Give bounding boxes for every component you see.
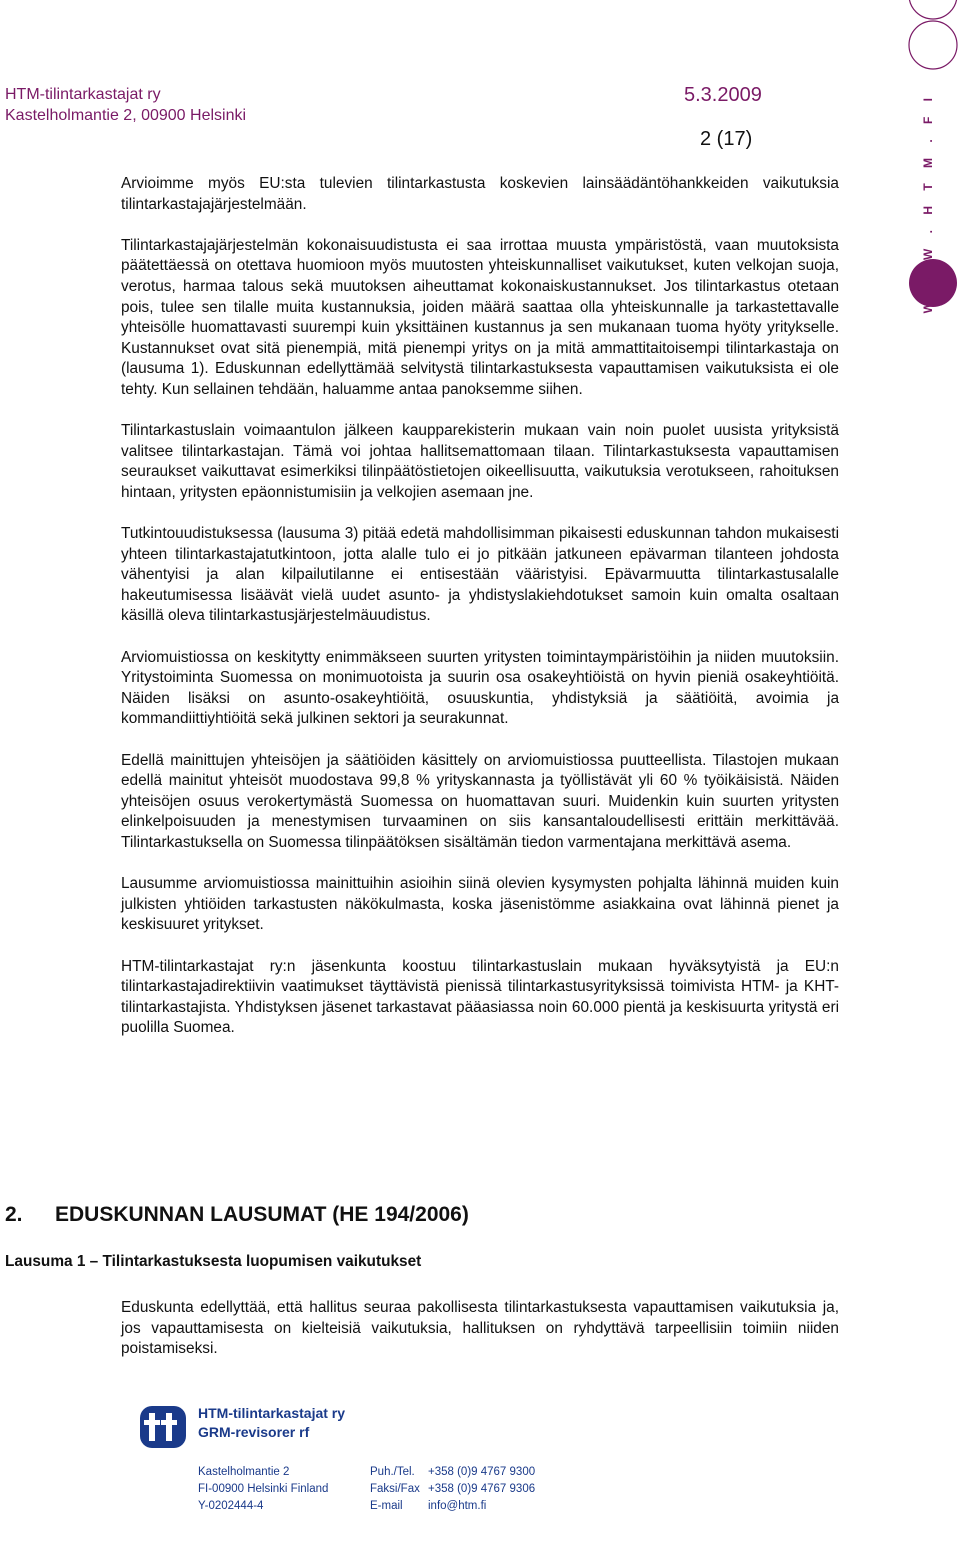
subsection-body (121, 1298, 839, 1380)
htm-logo-icon (140, 1406, 186, 1448)
paragraph: Edellä mainittujen yhteisöjen ja säätiöiden käsittely on arviomuistiossa puutteellista. Tilastojen mukaan edellä mainitut yhteisöt muodostava 99,8 % yrityskannasta ja työllistävät yli 60 % työikäisistä. Näiden yhteisöjen osuus verokertymästä Suomessa on huomattavan suuri. Muidenkin kuin suurten yritysten elinkelpoisuuden ja menestymisen turvaaminen on siis kansantaloudellisesti erittäin merkittävää. Tilintarkastuksella on Suomessa tilinpäätöksen sisältämän tiedon varmentajana merkittävä asema. (121, 751, 839, 851)
subsection-paragraph: Eduskunta edellyttää, että hallitus seuraa pakollisesta tilintarkastuksesta vapauttamisen vaikutuksia ja, jos vapauttamisesta on kielteisiä vaikutuksia, hallituksen on ryhdyttävä tarpeellisiin toimiin niiden poistamiseksi. (121, 1299, 839, 1358)
footer-org-line2: GRM-revisorer rf (198, 1424, 310, 1440)
footer-address-line: FI-00900 Helsinki Finland (198, 1483, 329, 1495)
subsection-heading: Lausuma 1 – Tilintarkastuksesta luopumisen vaikutukset (5, 1253, 422, 1270)
footer (140, 1402, 560, 1522)
header-org-name: HTM-tilintarkastajat ry (5, 86, 161, 103)
paragraph: Lausumme arviomuistiossa mainittuihin asioihin siinä olevien kysymysten pohjalta lähinnä muiden kuin julkisten yhtiöiden tarkastusten näkökulmasta, koska jäsenistömme asiakkaina ovat lähinnä pienet ja keskisuuret yritykset. (121, 875, 839, 934)
email-label: E-mail (370, 1500, 403, 1512)
header-date: 5.3.2009 (684, 84, 762, 106)
fax-label: Faksi/Fax (370, 1483, 420, 1495)
footer-business-id: Y-0202444-4 (198, 1500, 264, 1512)
email-address: info@htm.fi (428, 1500, 487, 1512)
footer-org (198, 1404, 345, 1442)
paragraph: Tilintarkastajajärjestelmän kokonaisuudistusta ei saa irrottaa muusta ympäristöstä, vaan muutoksista päätettäessä on otettava huomioon myös muutosten yhteiskunnalliset vaikutukset, kuten velkojan suoja, verotus, harmaa talous sekä muutoksen aiheuttamat kokonaiskustannukset. Jos tilintarkastus otetaan pois, tulee sen tilalle muita kustannuksia, joiden määrä saattaa olla yhteiskunnalle ja tarkastettavalle yhteisölle huomattavasti suurempi kuin yksittäinen kustannus ja sen mukanaan tuoma hyöty yritykselle. Kustannukset ovat sitä pienempiä, mitä pienempi yritys on ja mitä ammattitaitoisempi tilintarkastaja on (lausuma 1). Eduskunnan edellyttämää selvitystä tilintarkastuksesta vapauttamisen vaikutuksista ei ole tehty. Kun sellainen tehdään, haluamme antaa panoksemme siihen. (121, 236, 839, 398)
paragraph: Tutkintouudistuksessa (lausuma 3) pitää edetä mahdollisimman pikaisesti eduskunnan tahdon mukaisesti yhteen tilintarkastajatutkintoon, jotta alalle tulo ei jo pitkään jatkuneen epävarman tilanteen johdosta vähentyisi ja alan kilpailutilanne ei entisestään vääristyisi. Epävarmuutta tilintarkastusalalle hakeutumisessa lisäävät vielä uudet asunto- ja yhdistyslakiehdotukset samoin kuin omalta osaltaan käsillä oleva tilintarkastusjärjestelmäuudistus. (121, 525, 839, 625)
section-title: EDUSKUNNAN LAUSUMAT (HE 194/2006) (55, 1203, 469, 1226)
phone-label: Puh./Tel. (370, 1466, 415, 1478)
page-number: 2 (17) (700, 128, 753, 150)
footer-org-line1: HTM-tilintarkastajat ry (198, 1405, 346, 1421)
section-heading (5, 1203, 469, 1227)
fax-number: +358 (0)9 4767 9306 (428, 1483, 536, 1495)
footer-phone-row (370, 1464, 535, 1481)
main-text (121, 174, 839, 1060)
footer-email-row (370, 1498, 535, 1515)
vertical-website-url: W W W . H T M . F I (921, 92, 935, 314)
paragraph: Tilintarkastuslain voimaantulon jälkeen kaupparekisterin mukaan vain noin puolet uusista yrityksistä valitsee tilintarkastajan. Tämä voi johtaa hallitsemattomaan tilaan. Tilintarkastuksesta vapauttamisen seuraukset vaikuttavat esimerkiksi tilinpäätöstietojen oikeellisuutta, vaikutuksia verotukseen, rahoituksen hintaan, yritysten epäonnistumisiin ja velkojien asemaan jne. (121, 422, 839, 501)
paragraph: Arvioimme myös EU:sta tulevien tilintarkastusta koskevien lainsäädäntöhankkeiden vaikutuksia tilintarkastajajärjestelmään. (121, 175, 839, 213)
footer-address (198, 1464, 328, 1515)
phone-number: +358 (0)9 4767 9300 (428, 1466, 536, 1478)
footer-fax-row (370, 1481, 535, 1498)
footer-address-line: Kastelholmantie 2 (198, 1466, 290, 1478)
footer-contact (370, 1464, 535, 1515)
paragraph: Arviomuistiossa on keskitytty enimmäkseen suurten yritysten toimintaympäristöihin ja niiden muutoksiin. Yritystoiminta Suomessa on monimuotoista ja suurin osa osakeyhtiöistä on hyvin pieniä osakeyhtiöitä. Näiden lisäksi on asunto-osakeyhtiöitä, osuuskuntia, yhdistyksiä ja säätiöitä, avoimia ja kommandiittiyhtiöitä sekä julkinen sektori ja seurakunnat. (121, 648, 839, 728)
paragraph: HTM-tilintarkastajat ry:n jäsenkunta koostuu tilintarkastuslain mukaan hyväksytyistä ja EU:n tilintarkastajadirektiivin vaatimukset täyttävistä pienissä tilintarkastusyrityksissä toimivista HTM- ja KHT-tilintarkastajista. Yhdistyksen jäsenet tarkastavat pääasiassa noin 60.000 pientä ja keskisuurta yritystä eri puolilla Suomea. (121, 957, 839, 1037)
circle-outline-1 (909, 0, 957, 19)
section-number: 2. (5, 1203, 23, 1226)
header-org-block (5, 84, 246, 126)
header-address: Kastelholmantie 2, 00900 Helsinki (5, 107, 247, 124)
circle-outline-2 (909, 21, 957, 69)
